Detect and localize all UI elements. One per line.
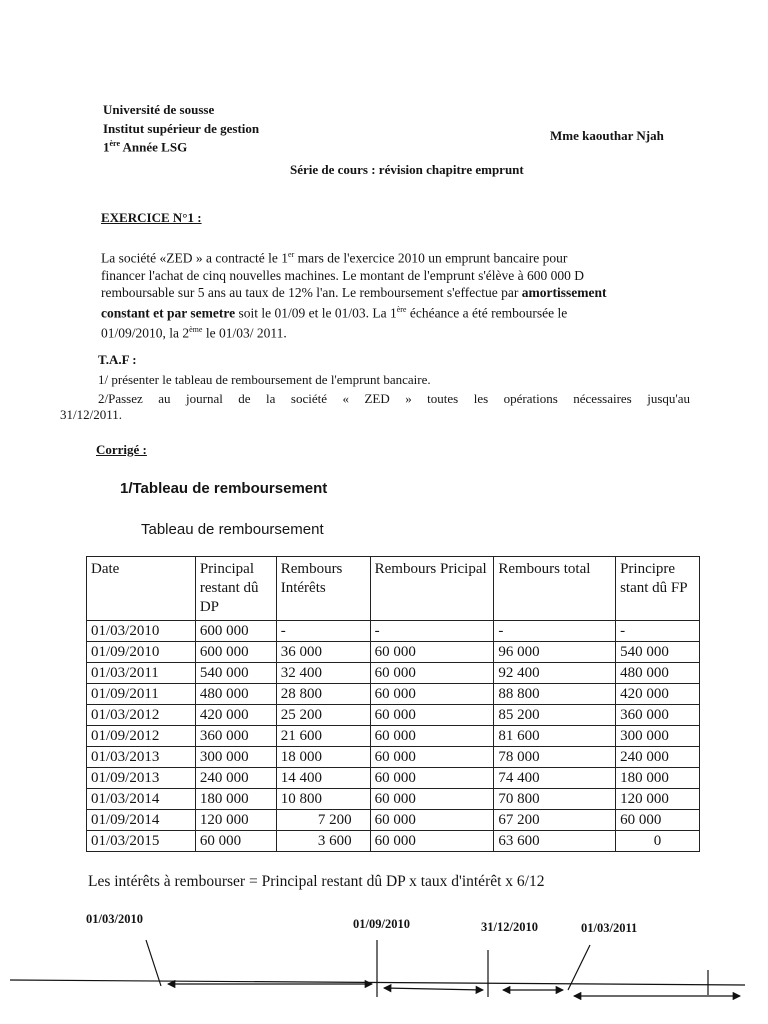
cell-interest: 14 400: [276, 768, 370, 789]
cell-interest: 25 200: [276, 705, 370, 726]
series-title: Série de cours : révision chapitre emprunt: [290, 162, 524, 177]
cell-date: 01/09/2012: [87, 726, 196, 747]
header-interest: Rembours Intérêts: [276, 557, 370, 621]
cell-total: 63 600: [494, 831, 616, 852]
question-2: 2/Passez au journal de la société « ZED » toutes les opérations nécessaires jusqu'au: [98, 391, 690, 406]
cell-principal-end: 180 000: [616, 768, 700, 789]
cell-total: 81 600: [494, 726, 616, 747]
cell-date: 01/09/2010: [87, 642, 196, 663]
header-principal-end: Principre stant dû FP: [616, 557, 700, 621]
cell-total: 85 200: [494, 705, 616, 726]
cell-total: 96 000: [494, 642, 616, 663]
cell-principal-start: 600 000: [195, 642, 276, 663]
cell-principal-repaid: 60 000: [370, 726, 494, 747]
cell-principal-repaid: 60 000: [370, 747, 494, 768]
cell-date: 01/03/2011: [87, 663, 196, 684]
cell-principal-end: 60 000: [616, 810, 700, 831]
cell-interest: 3 600: [276, 831, 370, 852]
cell-interest: 10 800: [276, 789, 370, 810]
cell-principal-repaid: 60 000: [370, 789, 494, 810]
question-2-continued: 31/12/2011.: [60, 407, 122, 422]
cell-principal-end: 240 000: [616, 747, 700, 768]
cell-interest: 18 000: [276, 747, 370, 768]
correction-title: Corrigé :: [96, 442, 147, 457]
cell-principal-repaid: 60 000: [370, 768, 494, 789]
timeline-pointer-1: [146, 940, 161, 986]
interest-formula: Les intérêts à rembourser = Principal restant dû DP x taux d'intérêt x 6/12: [88, 873, 545, 890]
cell-date: 01/03/2013: [87, 747, 196, 768]
cell-principal-start: 300 000: [195, 747, 276, 768]
table-caption: Tableau de remboursement: [141, 521, 324, 538]
cell-principal-start: 240 000: [195, 768, 276, 789]
timeline-date-3: 31/12/2010: [481, 920, 538, 934]
header-date: Date: [87, 557, 196, 621]
header-total: Rembours total: [494, 557, 616, 621]
cell-total: 78 000: [494, 747, 616, 768]
cell-principal-start: 360 000: [195, 726, 276, 747]
cell-principal-end: 540 000: [616, 642, 700, 663]
cell-date: 01/03/2014: [87, 789, 196, 810]
cell-principal-repaid: 60 000: [370, 705, 494, 726]
cell-principal-start: 540 000: [195, 663, 276, 684]
cell-date: 01/03/2010: [87, 621, 196, 642]
cell-principal-end: 360 000: [616, 705, 700, 726]
cell-principal-end: 300 000: [616, 726, 700, 747]
cell-principal-repaid: 60 000: [370, 810, 494, 831]
institute-name: Institut supérieur de gestion: [103, 121, 260, 136]
cell-principal-end: -: [616, 621, 700, 642]
cell-principal-repaid: 60 000: [370, 642, 494, 663]
cell-principal-repaid: 60 000: [370, 831, 494, 852]
cell-total: 70 800: [494, 789, 616, 810]
timeline-date-1: 01/03/2010: [86, 912, 143, 926]
cell-date: 01/09/2013: [87, 768, 196, 789]
cell-date: 01/09/2011: [87, 684, 196, 705]
cell-date: 01/03/2012: [87, 705, 196, 726]
header-principal-start: Principal restant dû DP: [195, 557, 276, 621]
year-label: 1ère Année LSG: [103, 139, 188, 155]
cell-principal-start: 480 000: [195, 684, 276, 705]
cell-principal-end: 0: [616, 831, 700, 852]
cell-interest: 36 000: [276, 642, 370, 663]
cell-total: -: [494, 621, 616, 642]
cell-interest: 28 800: [276, 684, 370, 705]
arrow-segment-2: [384, 988, 483, 990]
cell-principal-start: 180 000: [195, 789, 276, 810]
cell-principal-start: 420 000: [195, 705, 276, 726]
cell-interest: 32 400: [276, 663, 370, 684]
cell-interest: -: [276, 621, 370, 642]
university-name: Université de sousse: [103, 102, 215, 117]
cell-date: 01/03/2015: [87, 831, 196, 852]
cell-principal-repaid: 60 000: [370, 684, 494, 705]
timeline-date-4: 01/03/2011: [581, 921, 638, 935]
exercise-title: EXERCICE N°1 :: [101, 210, 202, 225]
cell-total: 92 400: [494, 663, 616, 684]
cell-principal-start: 60 000: [195, 831, 276, 852]
cell-total: 67 200: [494, 810, 616, 831]
question-1: 1/ présenter le tableau de remboursement de l'emprunt bancaire.: [98, 372, 431, 387]
cell-principal-end: 420 000: [616, 684, 700, 705]
teacher-name: Mme kaouthar Njah: [550, 128, 664, 143]
section-title: 1/Tableau de remboursement: [120, 480, 328, 497]
cell-principal-repaid: 60 000: [370, 663, 494, 684]
header-principal-repaid: Rembours Pricipal: [370, 557, 494, 621]
cell-principal-repaid: -: [370, 621, 494, 642]
timeline-date-2: 01/09/2010: [353, 917, 410, 931]
exercise-paragraph: La société «ZED » a contracté le 1er mars de l'exercice 2010 un emprunt bancaire pour financer l'achat de cinq nouvelles machines. Le montant de l'emprunt s'élève à 600 000 D remboursable sur 5 ans au taux de 12% l'an. Le remboursement s'effectue par amortissement constant et par semetre soit le 01/09 et le 01/03. La 1ère échéance a été remboursée le 01/09/2010, la 2ème le 01/03/ 2011.: [101, 250, 607, 341]
cell-principal-start: 600 000: [195, 621, 276, 642]
cell-interest: 7 200: [276, 810, 370, 831]
cell-principal-start: 120 000: [195, 810, 276, 831]
cell-total: 74 400: [494, 768, 616, 789]
cell-total: 88 800: [494, 684, 616, 705]
cell-interest: 21 600: [276, 726, 370, 747]
cell-date: 01/09/2014: [87, 810, 196, 831]
timeline-pointer-4: [568, 945, 590, 990]
taf-title: T.A.F :: [98, 352, 137, 367]
cell-principal-end: 480 000: [616, 663, 700, 684]
cell-principal-end: 120 000: [616, 789, 700, 810]
